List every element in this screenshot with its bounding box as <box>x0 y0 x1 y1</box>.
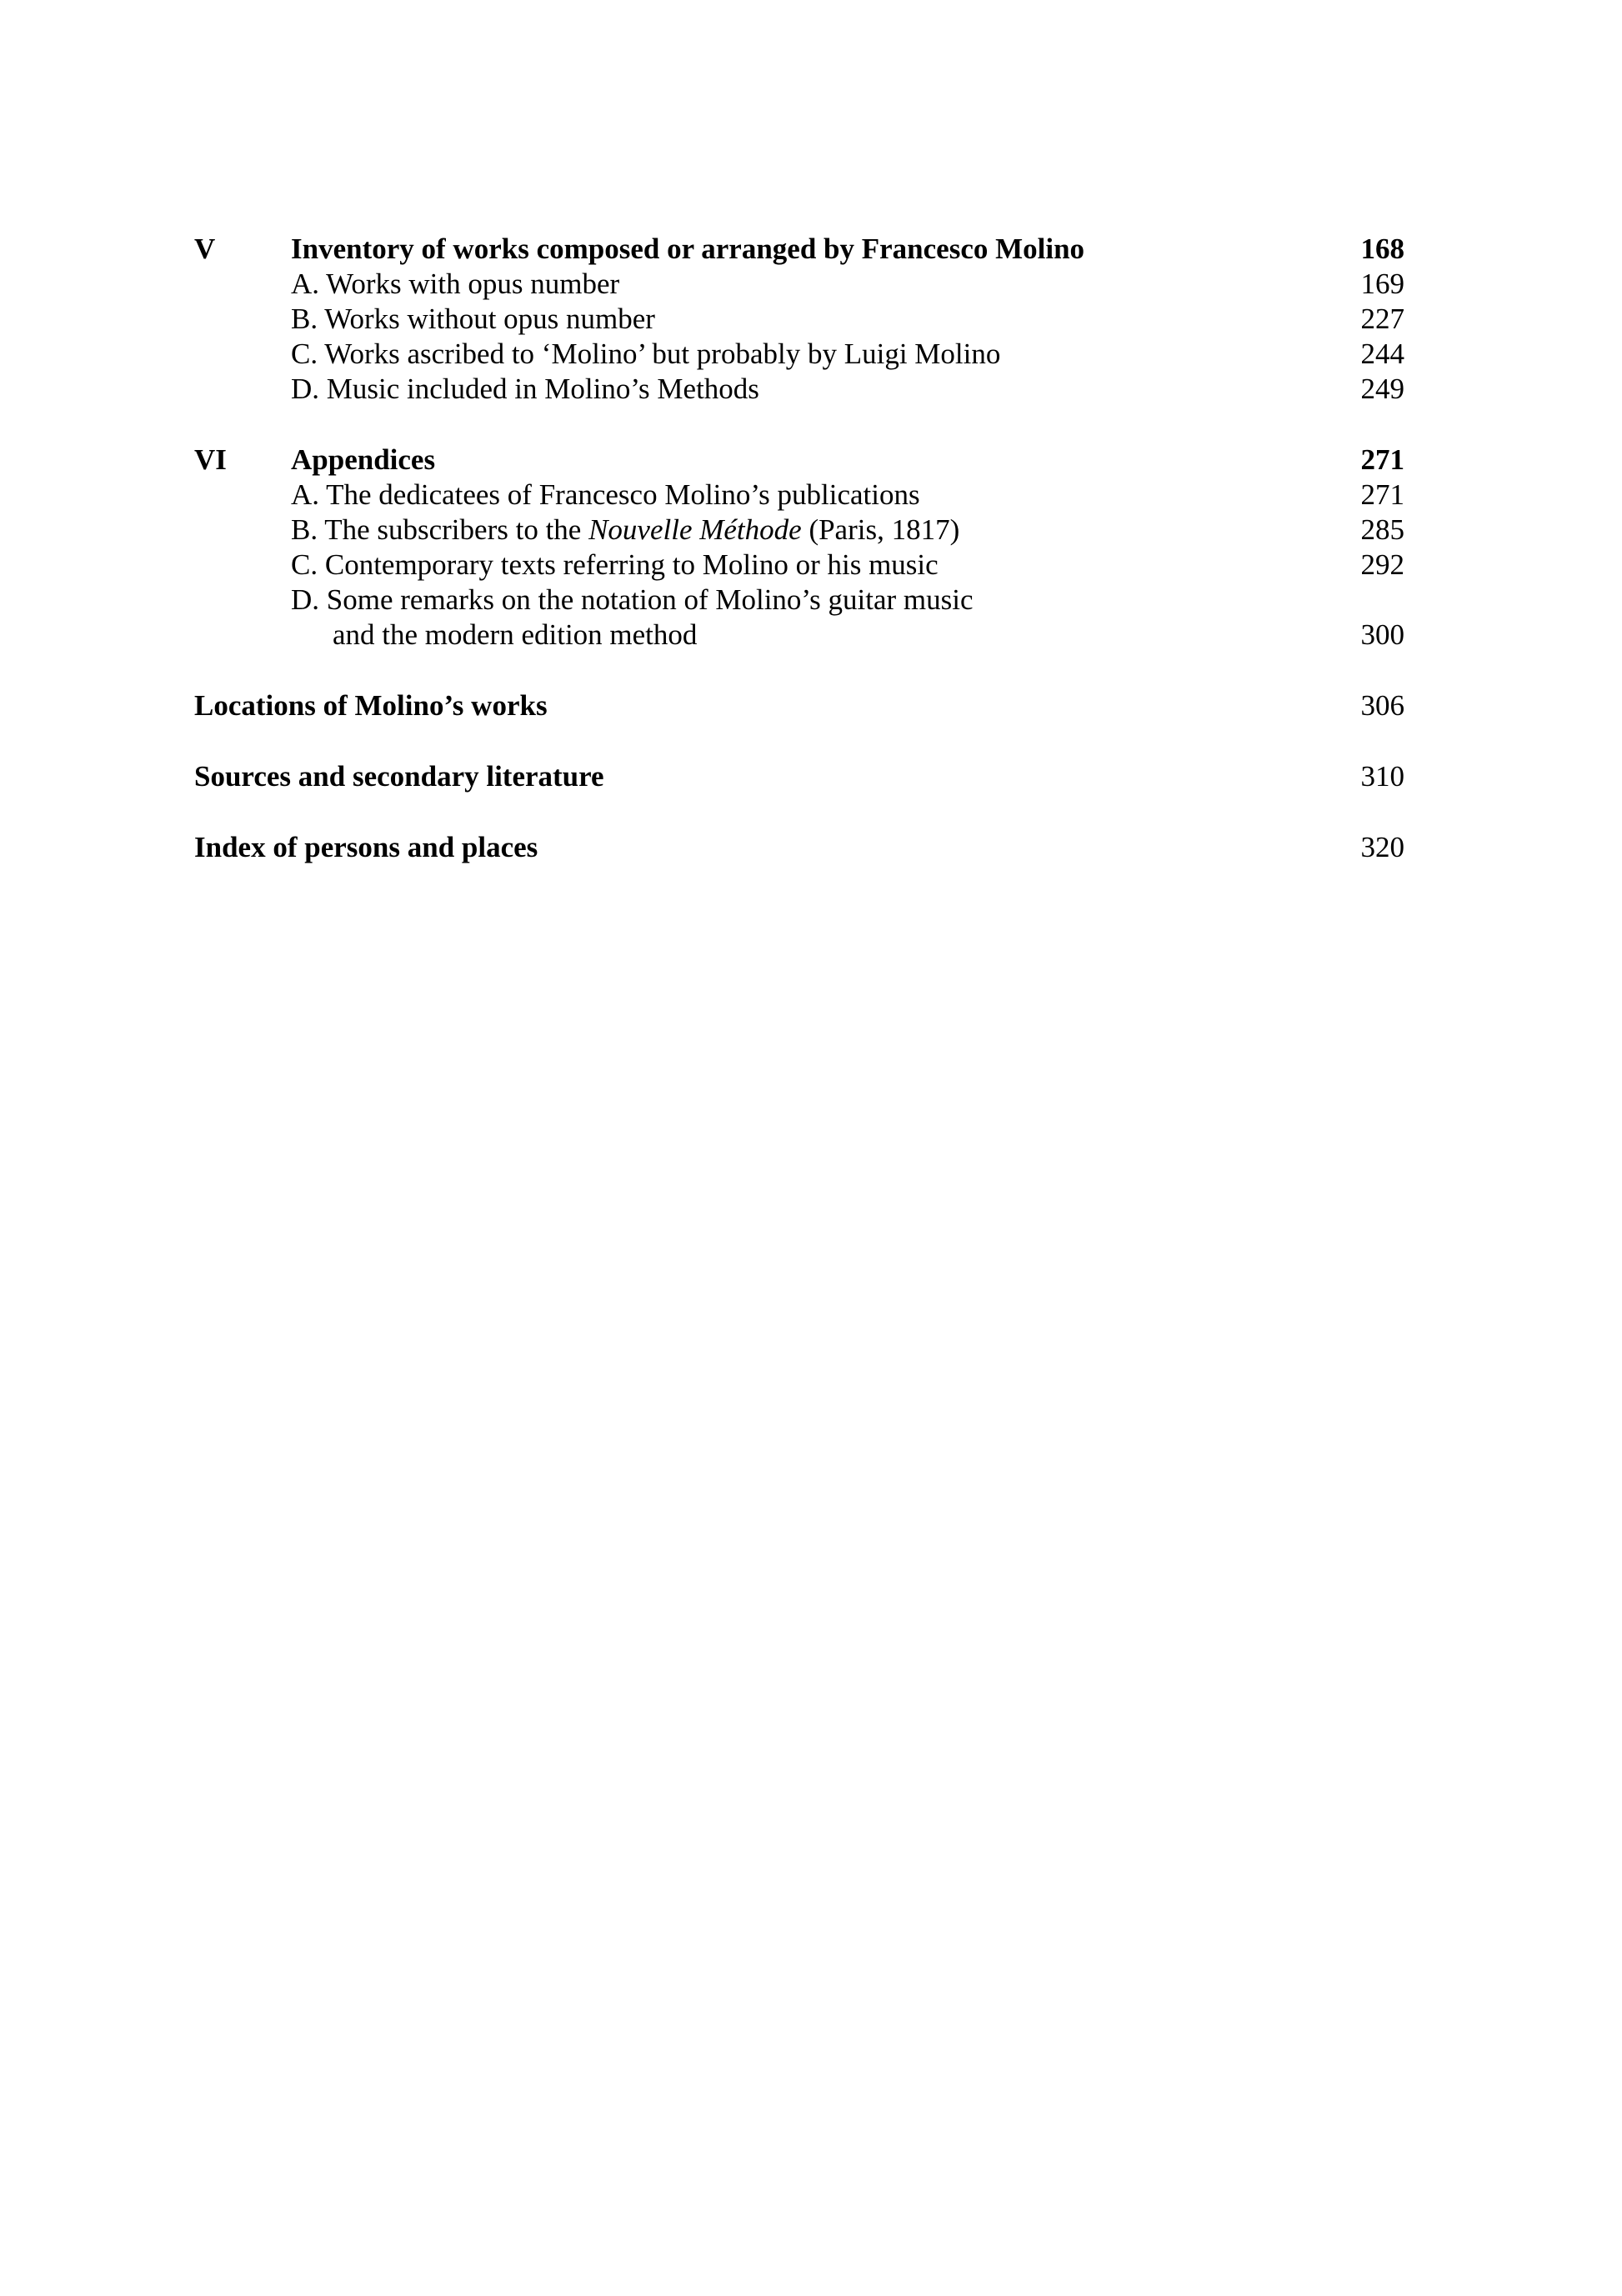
toc-item-row <box>194 267 1404 302</box>
backmatter-title: Locations of Molino’s works <box>194 689 548 722</box>
italic-work-title: Nouvelle Méthode <box>588 513 802 546</box>
toc-backmatter-row <box>194 830 1404 865</box>
toc-section-vi <box>194 443 1404 653</box>
toc-backmatter-row <box>194 688 1404 723</box>
toc-item-label-prefix: B. The subscribers to the <box>291 513 589 546</box>
toc-section-v <box>194 232 1404 407</box>
toc-item-row <box>194 548 1404 583</box>
section-numeral: V <box>194 233 216 265</box>
toc-backmatter-row <box>194 759 1404 794</box>
toc-item-label: D. Some remarks on the notation of Molino’s guitar music <box>291 583 974 616</box>
toc-item-page-number: 300 <box>1360 618 1404 651</box>
backmatter-title: Sources and secondary literature <box>194 760 604 793</box>
toc-item-label: D. Music included in Molino’s Methods <box>291 373 759 405</box>
toc-item-page-number: 271 <box>1360 478 1404 511</box>
backmatter-title: Index of persons and places <box>194 831 538 863</box>
toc-item-row <box>194 583 1404 618</box>
toc-section-heading-row <box>194 232 1404 267</box>
toc-item-continuation-label: and the modern edition method <box>333 618 698 651</box>
toc-item-continuation-row <box>194 618 1404 653</box>
section-page-number: 168 <box>1360 233 1404 265</box>
toc-item-page-number: 285 <box>1360 513 1404 546</box>
toc-item-label: A. Works with opus number <box>291 268 620 300</box>
toc-item-row <box>194 372 1404 407</box>
toc-item-page-number: 169 <box>1360 268 1404 300</box>
toc-item-label: C. Works ascribed to ‘Molino’ but probably by Luigi Molino <box>291 338 1001 370</box>
toc-item-row <box>194 337 1404 372</box>
toc-item-row <box>194 302 1404 337</box>
toc-item-row <box>194 513 1404 548</box>
toc-item-label: B. Works without opus number <box>291 303 655 335</box>
backmatter-page-number: 320 <box>1360 831 1404 863</box>
section-title: Inventory of works composed or arranged by Francesco Molino <box>291 233 1085 265</box>
backmatter-page-number: 310 <box>1360 760 1404 793</box>
toc-item-page-number: 292 <box>1360 548 1404 581</box>
table-of-contents <box>194 232 1404 865</box>
backmatter-page-number: 306 <box>1360 689 1404 722</box>
toc-item-row <box>194 478 1404 513</box>
toc-item-label <box>194 513 1324 548</box>
toc-item-page-number: 227 <box>1360 303 1404 335</box>
toc-item-page-number: 249 <box>1360 373 1404 405</box>
toc-item-page-number: 244 <box>1360 338 1404 370</box>
toc-item-label: C. Contemporary texts referring to Molino or his music <box>291 548 939 581</box>
toc-section-heading-row <box>194 443 1404 478</box>
toc-item-label: A. The dedicatees of Francesco Molino’s publications <box>291 478 920 511</box>
section-title: Appendices <box>291 443 436 476</box>
section-page-number: 271 <box>1360 443 1404 476</box>
section-numeral: VI <box>194 443 227 476</box>
toc-item-label-suffix: (Paris, 1817) <box>801 513 960 546</box>
